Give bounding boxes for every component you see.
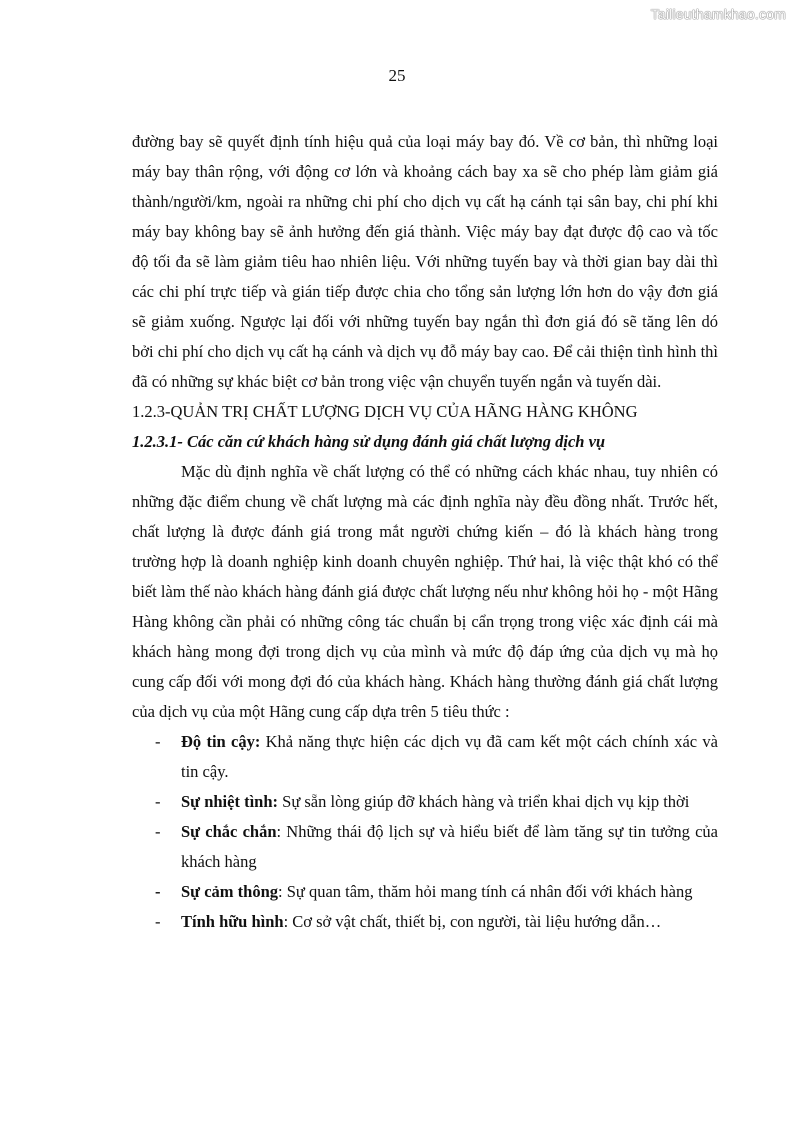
bullet-dash: - [155,912,161,931]
bullet-dash: - [155,822,161,841]
page-number: 25 [388,66,406,85]
bullet-dash: - [155,792,161,811]
criterion-text: : Cơ sở vật chất, thiết bị, con người, tài liệu hướng dẫn… [283,912,662,931]
bullet-dash: - [155,732,161,751]
criterion-term: Sự cảm thông [181,882,278,901]
criterion-term: Tính hữu hình [181,912,284,931]
criterion-text: : Những thái độ lịch sự và hiểu biết để làm tăng sự tin tưởng của khách hàng [181,822,719,871]
criterion-text: : Sự quan tâm, thăm hỏi mang tính cá nhân đối với khách hàng [278,882,693,901]
watermark: Tailieuthamkhao.com [650,6,786,22]
criteria-list [132,727,718,937]
list-item [132,787,718,817]
list-item [132,817,718,877]
subsection-heading: 1.2.3.1- Các căn cứ khách hàng sử dụng đánh giá chất lượng dịch vụ [132,432,606,451]
intro-paragraph: đường bay sẽ quyết định tính hiệu quả của loại máy bay đó. Về cơ bản, thì những loại máy bay thân rộng, với động cơ lớn và khoảng cách bay xa sẽ cho phép làm giảm giá thành/người/km, ngoài ra những chi phí cho dịch vụ cất hạ cánh tại sân bay, chi phí khi máy bay không bay sẽ ảnh hưởng đến giá thành. Việc máy bay đạt được độ cao và tốc độ tối đa sẽ làm giảm tiêu hao nhiên liệu. Với những tuyến bay và thời gian bay dài thì các chi phí trực tiếp và gián tiếp được chia cho tổng sản lượng lớn hơn do vậy đơn giá sẽ giảm xuống. Ngược lại đối với những tuyến bay ngắn thì đơn giá đó sẽ tăng lên dó bởi chi phí cho dịch vụ cất hạ cánh và dịch vụ đỗ máy bay cao. Để cải thiện tình hình thì đã có những sự khác biệt cơ bản trong việc vận chuyển tuyến ngắn và tuyến dài. [132,132,718,391]
criterion-term: Sự nhiệt tình: [181,792,279,811]
criterion-text: Sự sẵn lòng giúp đỡ khách hàng và triển khai dịch vụ kịp thời [278,792,690,811]
list-item [132,907,718,937]
list-item [132,877,718,907]
section-heading: 1.2.3-QUẢN TRỊ CHẤT LƯỢNG DỊCH VỤ CỦA HÃNG HÀNG KHÔNG [132,402,638,421]
bullet-dash: - [155,882,161,901]
criterion-text: Khả năng thực hiện các dịch vụ đã cam kết một cách chính xác và tin cậy. [181,732,718,781]
criterion-term: Độ tin cậy: [181,732,261,751]
list-item [132,727,718,787]
document-body [132,127,718,937]
criterion-term: Sự chắc chắn [181,822,277,841]
body-paragraph: Mặc dù định nghĩa về chất lượng có thể có những cách khác nhau, tuy nhiên có những đặc điểm chung về chất lượng mà các định nghĩa này đều đồng nhất. Trước hết, chất lượng là được đánh giá trong mắt người chứng kiến – đó là khách hàng trong trường hợp là doanh nghiệp kinh doanh chuyên nghiệp. Thứ hai, là việc thật khó có thể biết làm thế nào khách hàng đánh giá được chất lượng nếu như không hỏi họ - một Hãng Hàng không cần phải có những công tác chuẩn bị cẩn trọng trong việc xác định cái mà khách hàng mong đợi trong dịch vụ của mình và mức độ đáp ứng của dịch vụ mà họ cung cấp đối với mong đợi đó của khách hàng. Khách hàng thường đánh giá chất lượng của dịch vụ của một Hãng cung cấp dựa trên 5 tiêu thức : [132,462,718,721]
